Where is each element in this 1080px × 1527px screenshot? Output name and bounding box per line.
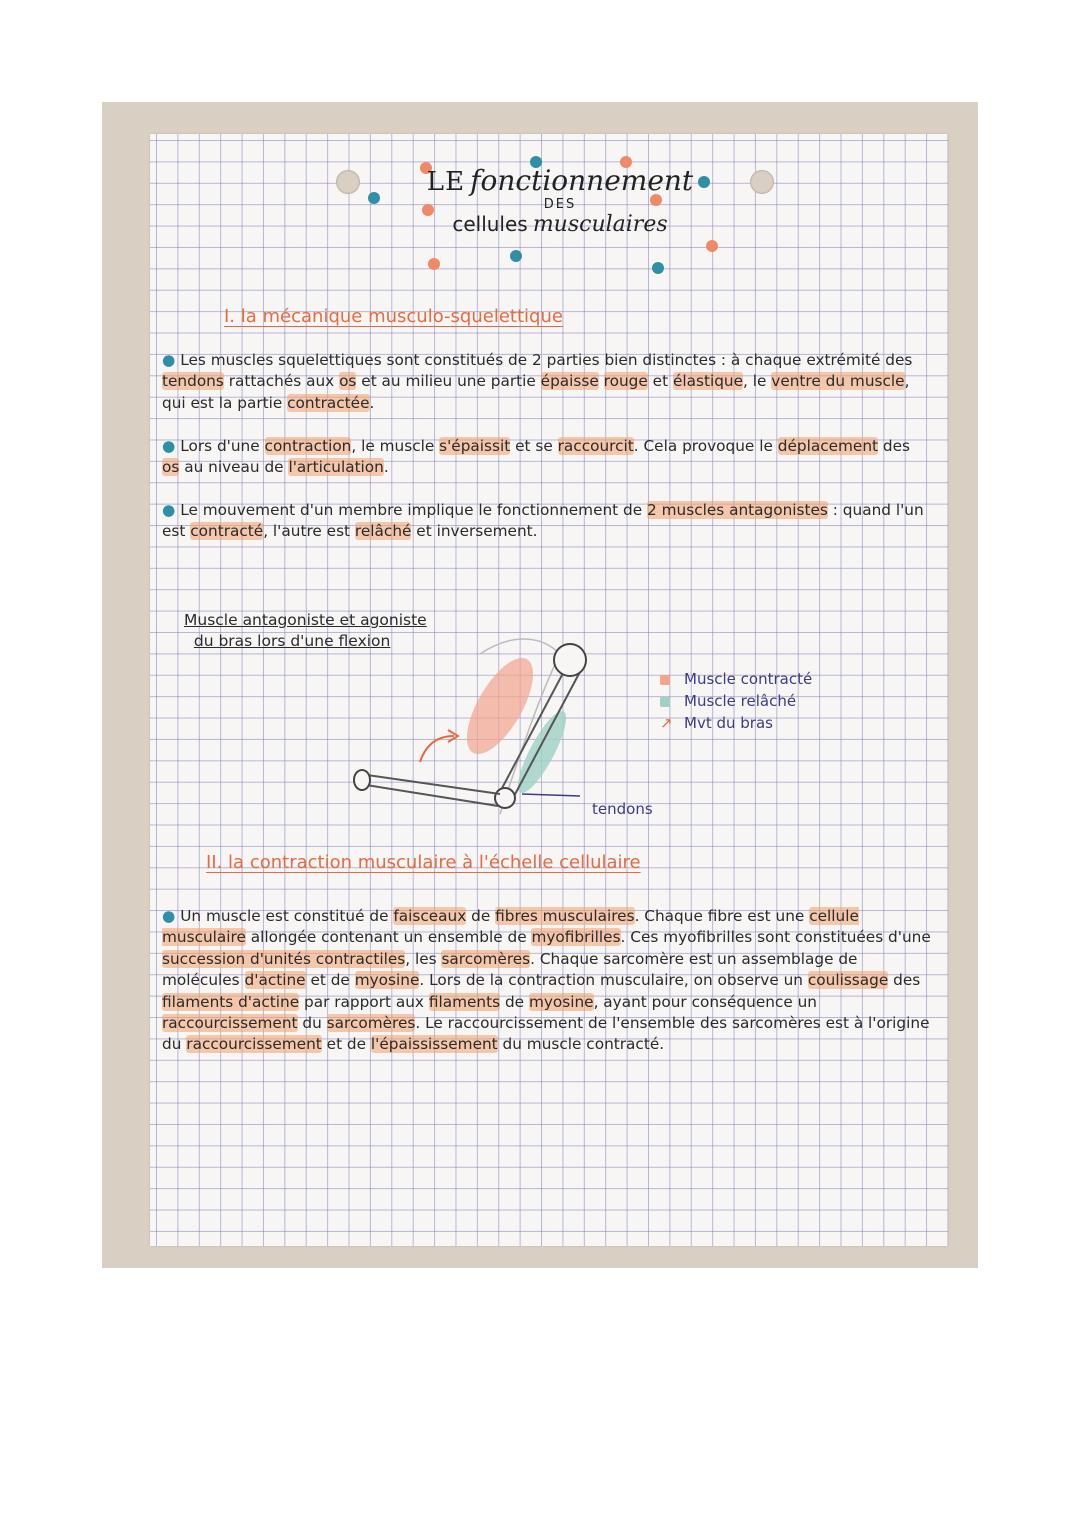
text-run: . Chaque sarcomère est un assemblage de molécules [162, 949, 858, 990]
title-sub-1: cellules [452, 212, 528, 236]
text-run: du muscle contracté. [497, 1035, 665, 1054]
highlighted-term: raccourcissement [162, 1014, 298, 1033]
text-run: et au milieu une partie [356, 372, 541, 391]
text-run: et inversement. [411, 522, 538, 541]
legend-item-relaxed: Muscle relâché [660, 690, 812, 712]
highlighted-term: sarcomères [441, 949, 531, 968]
decor-dot [428, 258, 440, 270]
highlighted-term: succession d'unités contractiles [162, 949, 406, 968]
text-run: . Le raccourcissement de l'ensemble des sarcomères est à l'origine du [162, 1014, 930, 1054]
relaxed-swatch-icon [660, 697, 670, 707]
text-run: allongée contenant un ensemble de [245, 928, 532, 947]
section-1-paragraph-1: ● Les muscles squelettiques sont constitués de 2 parties bien distinctes : à chaque extrémité des tendons rattachés aux os et au milieu une partie épaisse rouge et élastique, le ventre du muscle, qui est la partie contractée. [162, 351, 913, 412]
text-run: , les [405, 949, 442, 968]
text-run: du [297, 1014, 327, 1033]
arm-flexion-diagram [330, 634, 610, 834]
text-run: rattachés aux [223, 372, 340, 391]
shoulder-joint [554, 644, 586, 676]
text-run: , le muscle [351, 437, 440, 455]
highlighted-term: os [339, 372, 357, 391]
highlighted-term: cellule musculaire [162, 907, 859, 947]
highlighted-term: rouge [603, 372, 648, 391]
text-run: Le mouvement d'un membre implique le fonctionnement de [180, 501, 648, 519]
text-run: , le [743, 372, 772, 391]
section-2-paragraph-1: ● Un muscle est constitué de faisceaux de fibres musculaires. Chaque fibre est une cellule musculaire allongée contenant un ensemble de myofibrilles. Ces myofibrilles sont constituées d'une succession d'unités contractiles, les sarcomères. Chaque sarcomère est un assemblage de molécules d'actine et de myosine. Lors de la contraction musculaire, on observe un coulissage des filaments d'actine par rapport aux filaments de myosine, ayant pour conséquence un raccourcissement du sarcomères. Le raccourcissement de l'ensemble des sarcomères est à l'origine du raccourcissement et de l'épaississement du muscle contracté. [162, 907, 931, 1054]
text-run: . Cela provoque le [633, 437, 778, 455]
grid-paper-sheet [150, 134, 948, 1246]
highlighted-term: filaments d'actine [162, 992, 300, 1011]
highlighted-term: relâché [354, 522, 412, 541]
highlighted-term: fibres musculaires [495, 907, 635, 925]
text-run: , ayant pour conséquence un [593, 992, 818, 1011]
title-sub-2: musculaires [532, 212, 668, 237]
figure-title-line-2: du bras lors d'une flexion [193, 632, 391, 650]
highlighted-term: coulissage [807, 971, 889, 990]
highlighted-term: l'articulation [288, 458, 384, 477]
title-main: fonctionnement [470, 164, 694, 197]
decor-dot [706, 240, 718, 252]
text-run: et [647, 372, 673, 391]
highlighted-term: myofibrilles [531, 928, 621, 947]
text-run: et de [321, 1035, 371, 1054]
section-1-paragraph-2: ● Lors d'une contraction, le muscle s'épaissit et se raccourcit. Cela provoque le déplacement des os au niveau de l'articulation. [162, 437, 910, 477]
highlighted-term: contraction [264, 437, 352, 455]
figure-title-line-1: Muscle antagoniste et agoniste [184, 611, 427, 629]
text-run: de [466, 907, 496, 925]
highlighted-term: 2 muscles antagonistes [647, 501, 828, 519]
section-1-heading: I. la mécanique musculo-squelettique [224, 306, 563, 327]
highlighted-term: os [162, 458, 180, 477]
contracted-swatch-icon [660, 675, 670, 685]
text-run: . [383, 458, 389, 477]
text-run: de [500, 992, 529, 1011]
title-prefix: LE [426, 167, 466, 197]
highlighted-term: raccourcissement [186, 1035, 322, 1054]
section-1-paragraph-3: ● Le mouvement d'un membre implique le fonctionnement de 2 muscles antagonistes : quand l'un est contracté, l'autre est relâché et inversement. [162, 501, 924, 541]
text-run: Lors d'une [180, 437, 265, 455]
text-run [599, 372, 604, 390]
text-run: des [878, 437, 910, 455]
highlighted-term: élastique [672, 372, 744, 391]
legend-item-contracted: Muscle contracté [660, 668, 812, 690]
decor-dot [652, 262, 664, 274]
text-run: au niveau de [179, 458, 289, 477]
text-run: des [888, 971, 921, 990]
tendons-label: tendons [592, 800, 653, 818]
highlighted-term: s'épaissit [439, 437, 511, 455]
highlighted-term: faisceaux [393, 907, 467, 925]
text-run: Un muscle est constitué de [180, 907, 394, 925]
highlighted-term: filaments [428, 992, 501, 1011]
highlighted-term: contracté [190, 522, 264, 541]
text-run: : quand l'un est [162, 501, 924, 541]
text-run: . [369, 393, 375, 412]
page-title [360, 164, 760, 237]
text-run: et se [510, 437, 558, 455]
binder-hole-left [336, 170, 360, 194]
title-connector: DES [543, 197, 577, 212]
highlighted-term: ventre du muscle [771, 372, 905, 391]
highlighted-term: épaisse [540, 372, 599, 391]
highlighted-term: myosine [528, 992, 594, 1011]
arrow-icon: ↗ [660, 714, 673, 732]
text-run: Les muscles squelettiques sont constitués de 2 parties bien distinctes : à chaque extrémité des [180, 351, 913, 369]
text-run: . Chaque fibre est une [634, 907, 810, 925]
text-run: . Lors de la contraction musculaire, on observe un [419, 971, 808, 990]
highlighted-term: tendons [162, 372, 224, 391]
text-run: et de [305, 971, 355, 990]
section-2-heading: II. la contraction musculaire à l'échelle cellulaire [206, 852, 641, 873]
highlighted-term: déplacement [777, 437, 879, 455]
highlighted-term: contractée [287, 393, 370, 412]
highlighted-term: raccourcit [557, 437, 634, 455]
text-run: , l'autre est [263, 522, 355, 541]
highlighted-term: d'actine [244, 971, 306, 990]
text-run: , qui est la partie [162, 372, 910, 412]
highlighted-term: sarcomères [326, 1014, 416, 1033]
text-run: par rapport aux [299, 992, 429, 1011]
decor-dot [510, 250, 522, 262]
figure-legend [660, 668, 812, 734]
legend-item-movement: ↗ Mvt du bras [660, 714, 773, 732]
text-run: . Ces myofibrilles sont constituées d'une [620, 928, 931, 947]
highlighted-term: myosine [354, 971, 420, 990]
highlighted-term: l'épaississement [370, 1035, 498, 1054]
